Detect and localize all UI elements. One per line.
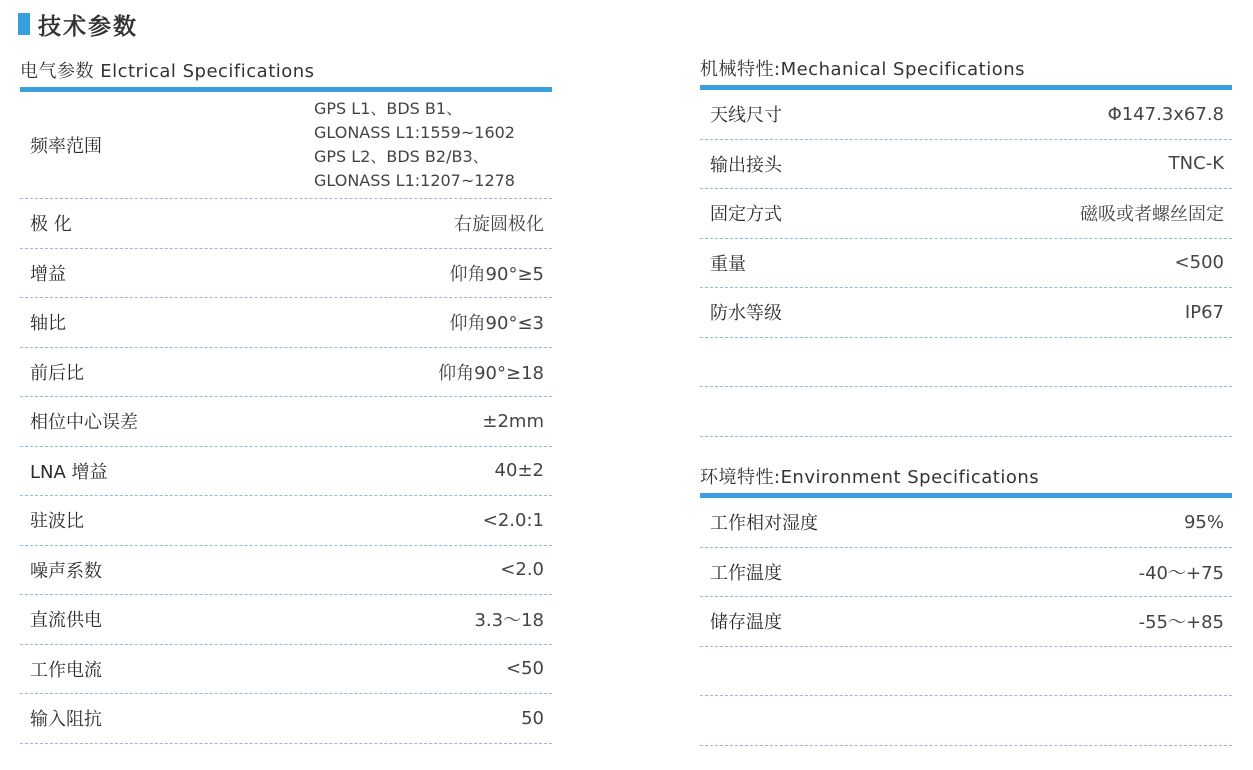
- spec-label: 工作温度: [710, 562, 782, 584]
- spec-value: -40～+75: [1138, 562, 1224, 584]
- spec-value-line: GLONASS L1:1207~1278: [314, 171, 515, 190]
- spec-row-vswr: [20, 496, 552, 546]
- spec-value: TNC-K: [1168, 153, 1224, 175]
- spec-value: IP67: [1184, 301, 1224, 323]
- spec-value: <500: [1174, 252, 1224, 274]
- spec-label: 轴比: [30, 313, 66, 335]
- spec-row-frequency: [20, 92, 552, 199]
- spec-value: <2.0: [500, 559, 544, 581]
- spec-row-front-back-ratio: [20, 348, 552, 398]
- spec-value: 40±2: [494, 460, 544, 482]
- spec-row-connector: [700, 140, 1232, 190]
- spec-row-empty: [700, 647, 1232, 697]
- spec-label: 储存温度: [710, 612, 782, 634]
- spec-label: 工作电流: [30, 659, 102, 681]
- spec-label: 输出接头: [710, 154, 782, 176]
- environment-specs-title: 环境特性:Environment Specifications: [700, 467, 1040, 488]
- spec-row-humidity: [700, 498, 1232, 548]
- spec-row-waterproof: [700, 288, 1232, 338]
- spec-row-empty: [700, 387, 1232, 437]
- spec-value-line: GLONASS L1:1559~1602: [314, 123, 515, 142]
- spec-label: 固定方式: [710, 204, 782, 226]
- mechanical-specs-title: 机械特性:Mechanical Specifications: [700, 59, 1026, 80]
- spec-value: 仰角90°≥5: [449, 263, 544, 285]
- mechanical-specs-section: [700, 58, 1232, 437]
- spec-label: 防水等级: [710, 303, 782, 325]
- page-title: [18, 8, 138, 40]
- spec-row-operating-temp: [700, 548, 1232, 598]
- spec-label: 相位中心误差: [30, 412, 138, 434]
- spec-value: -55～+85: [1138, 612, 1224, 634]
- spec-label: 前后比: [30, 362, 84, 384]
- spec-row-axial-ratio: [20, 298, 552, 348]
- spec-row-impedance: [20, 694, 552, 744]
- spec-label: 直流供电: [30, 610, 102, 632]
- spec-label: 天线尺寸: [710, 105, 782, 127]
- spec-value: 95%: [1183, 511, 1224, 533]
- spec-label: 增益: [30, 263, 66, 285]
- environment-specs-section: [700, 466, 1232, 746]
- spec-row-weight: [700, 239, 1232, 289]
- spec-value: 磁吸或者螺丝固定: [1080, 204, 1224, 226]
- spec-label: 工作相对湿度: [710, 513, 818, 535]
- spec-row-empty: [700, 338, 1232, 388]
- spec-row-storage-temp: [700, 597, 1232, 647]
- spec-value-line: GPS L2、BDS B2/B3、: [314, 147, 489, 166]
- spec-value: 3.3～18: [474, 610, 544, 632]
- spec-row-empty: [700, 696, 1232, 746]
- spec-row-mounting: [700, 189, 1232, 239]
- spec-value: 仰角90°≥18: [438, 362, 544, 384]
- spec-value: 50: [521, 707, 544, 729]
- spec-row-polarization: [20, 199, 552, 249]
- spec-value: 右旋圆极化: [454, 214, 544, 236]
- spec-label: LNA 增益: [30, 461, 108, 483]
- spec-label: 噪声系数: [30, 560, 102, 582]
- electrical-specs-section: [20, 60, 552, 744]
- spec-label: 频率范围: [30, 136, 102, 157]
- spec-value: ±2mm: [482, 410, 544, 432]
- electrical-specs-title: 电气参数 Elctrical Specifications: [20, 61, 315, 82]
- spec-row-gain: [20, 249, 552, 299]
- spec-label: 重量: [710, 253, 746, 275]
- title-accent-bar: [18, 13, 30, 35]
- spec-row-current: [20, 645, 552, 695]
- spec-row-dc-supply: [20, 595, 552, 645]
- spec-label: 驻波比: [30, 511, 84, 533]
- spec-row-lna-gain: [20, 447, 552, 497]
- spec-value-line: GPS L1、BDS B1、: [314, 99, 463, 118]
- spec-label: 极 化: [30, 214, 72, 236]
- spec-row-noise-figure: [20, 546, 552, 596]
- spec-row-dimensions: [700, 90, 1232, 140]
- spec-value: 仰角90°≤3: [449, 313, 544, 335]
- spec-label: 输入阻抗: [30, 709, 102, 731]
- spec-value: <2.0:1: [482, 509, 544, 531]
- spec-value: Φ147.3x67.8: [1107, 103, 1224, 125]
- page-title-text: 技术参数: [38, 13, 138, 40]
- spec-value: <50: [506, 658, 544, 680]
- spec-value-multiline: [314, 97, 544, 193]
- spec-row-phase-center: [20, 397, 552, 447]
